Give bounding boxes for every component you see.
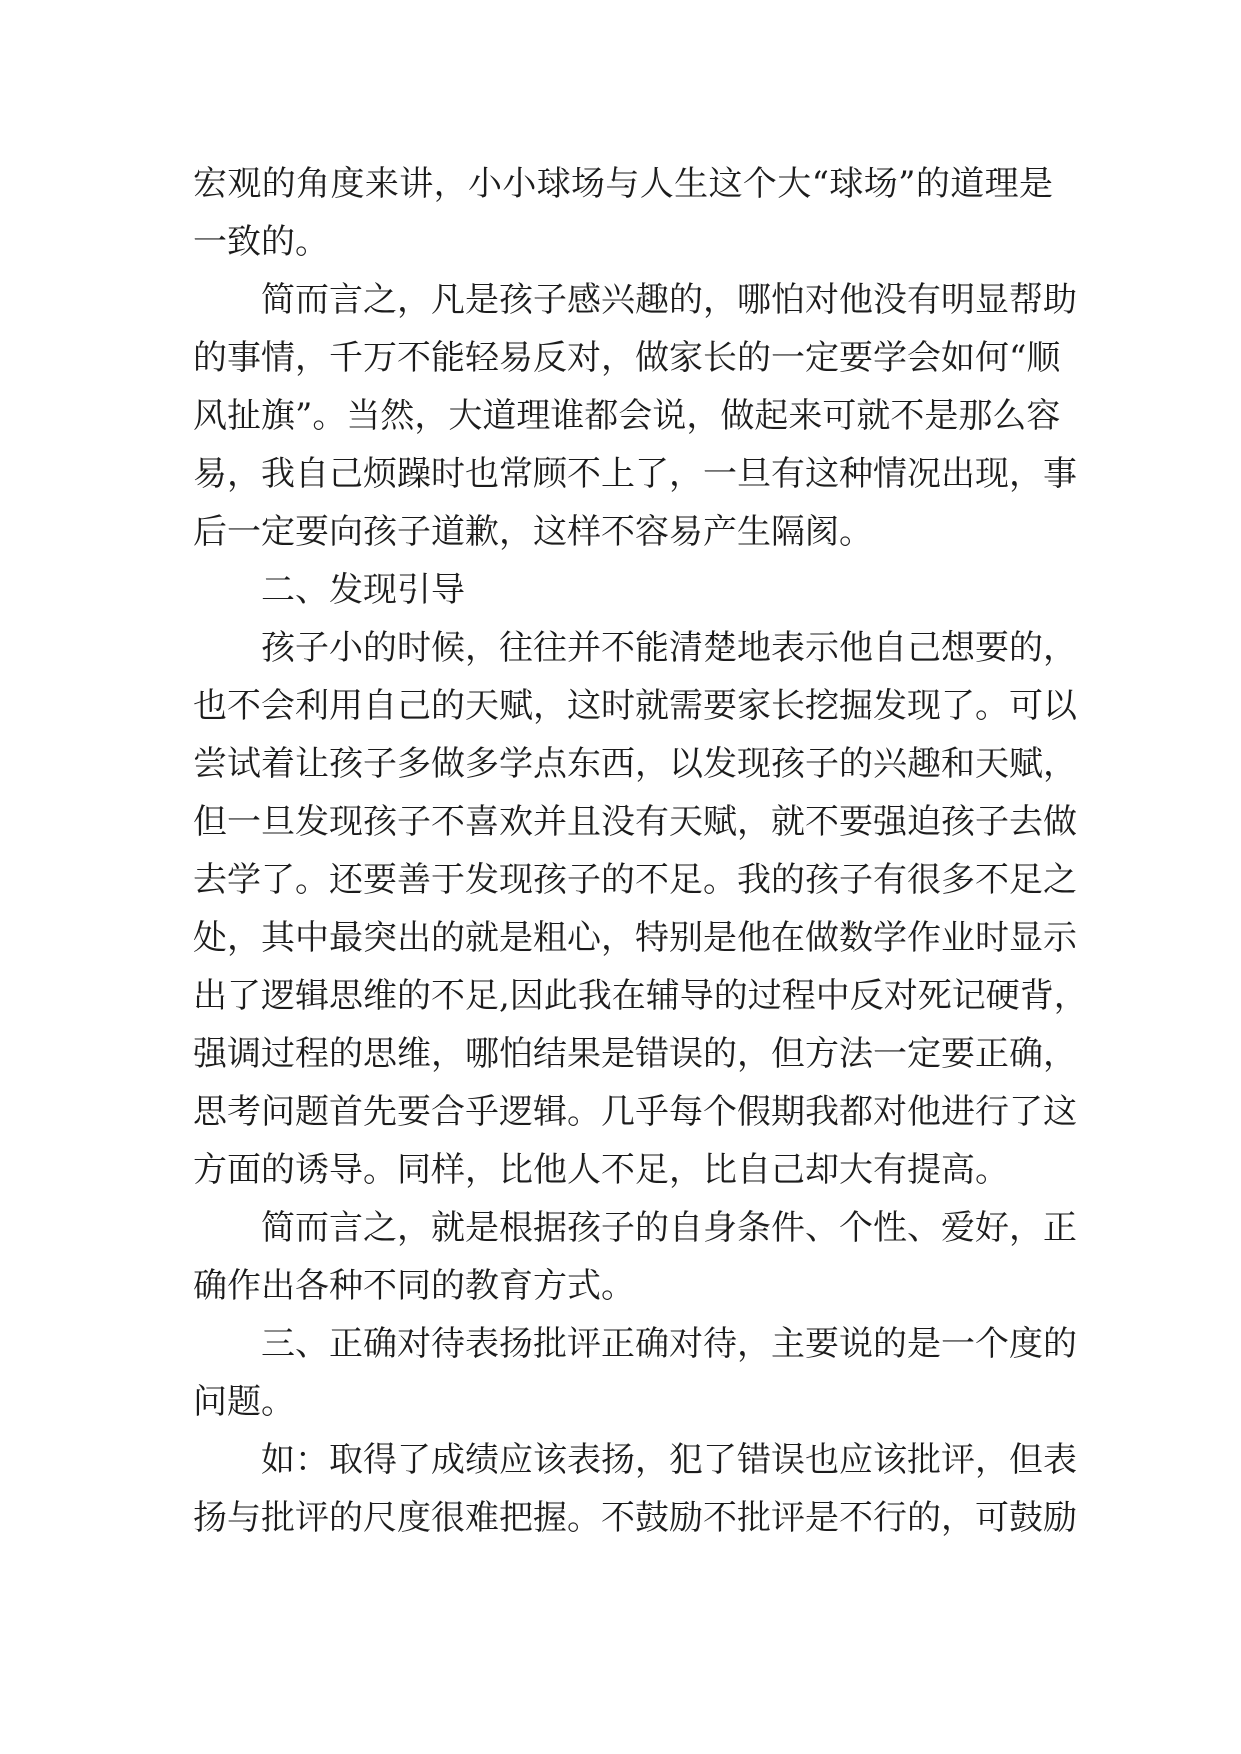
text-line: 但一旦发现孩子不喜欢并且没有天赋，就不要强迫孩子去做 [193,802,1077,842]
text-line: 去学了。还要善于发现孩子的不足。我的孩子有很多不足之 [193,860,1077,900]
text-line: 的事情，千万不能轻易反对，做家长的一定要学会如何“顺 [193,338,1061,378]
text-line: 问题。 [193,1382,295,1422]
text-line: 三、正确对待表扬批评正确对待，主要说的是一个度的 [261,1324,1077,1364]
text-line: 孩子小的时候，往往并不能清楚地表示他自己想要的， [261,628,1077,668]
text-line: 易，我自己烦躁时也常顾不上了，一旦有这种情况出现，事 [193,454,1077,494]
text-line: 宏观的角度来讲，小小球场与人生这个大“球场”的道理是 [193,164,1053,204]
text-line: 一致的。 [193,222,329,262]
text-line: 扬与批评的尺度很难把握。不鼓励不批评是不行的，可鼓励 [193,1498,1077,1538]
text-line: 尝试着让孩子多做多学点东西，以发现孩子的兴趣和天赋， [193,744,1077,784]
text-line: 思考问题首先要合乎逻辑。几乎每个假期我都对他进行了这 [193,1092,1077,1132]
body-text [193,155,1088,1547]
text-line: 强调过程的思维，哪怕结果是错误的，但方法一定要正确， [193,1034,1077,1074]
text-line: 简而言之，凡是孩子感兴趣的，哪怕对他没有明显帮助 [261,280,1077,320]
text-line: 后一定要向孩子道歉，这样不容易产生隔阂。 [193,512,873,552]
text-line: 简而言之，就是根据孩子的自身条件、个性、爱好，正 [261,1208,1077,1248]
text-line: 出了逻辑思维的不足,因此我在辅导的过程中反对死记硬背， [193,976,1088,1016]
text-line: 也不会利用自己的天赋，这时就需要家长挖掘发现了。可以 [193,686,1077,726]
text-line: 二、发现引导 [261,570,465,610]
text-line: 如：取得了成绩应该表扬，犯了错误也应该批评，但表 [261,1440,1077,1480]
text-line: 处，其中最突出的就是粗心，特别是他在做数学作业时显示 [193,918,1077,958]
text-line: 方面的诱导。同样，比他人不足，比自己却大有提高。 [193,1150,1009,1190]
text-line: 风扯旗”。当然，大道理谁都会说，做起来可就不是那么容 [193,396,1061,436]
text-line: 确作出各种不同的教育方式。 [193,1266,635,1306]
